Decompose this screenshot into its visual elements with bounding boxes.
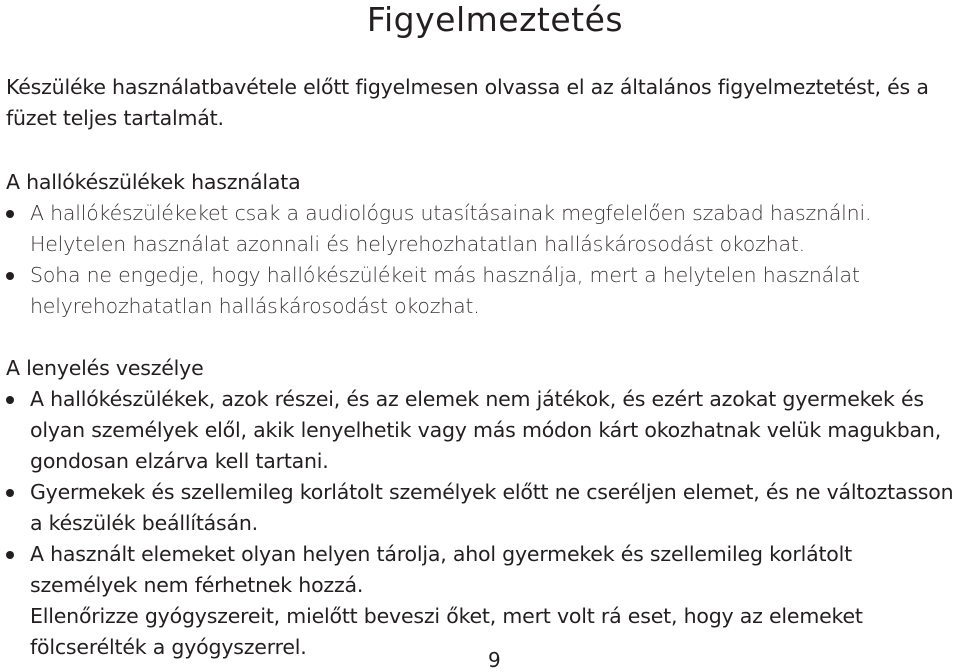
list-item-text: A hallókészülékeket csak a audiológus utasításainak megfelelően szabad használni. Helytelen használat azonnali és helyrehozhatatlan halláskárosodást okozhat.: [30, 201, 872, 256]
list-item: [6, 198, 956, 260]
section-heading-swallowing-hazard: A lenyelés veszélye: [6, 356, 204, 380]
bullet-icon: [6, 489, 14, 497]
list-item: [6, 384, 956, 477]
usage-bullet-list: [6, 198, 956, 322]
page-number: 9: [488, 648, 501, 672]
list-item-text: A használt elemeket olyan helyen tárolja, ahol gyermekek és szellemileg korlátolt személyek nem férhetnek hozzá.: [30, 542, 852, 597]
list-item-text: Gyermekek és szellemileg korlátolt személyek előtt ne cseréljen elemet, és ne változtasson a készülék beállításán.: [30, 480, 954, 535]
bullet-icon: [6, 551, 14, 559]
list-item-text: Soha ne engedje, hogy hallókészülékeit más használja, mert a helytelen használat helyrehozhatatlan halláskárosodást okozhat.: [30, 263, 860, 318]
list-item-text: A hallókészülékek, azok részei, és az elemek nem játékok, és ezért azokat gyermekek és olyan személyek elől, akik lenyelhetik vagy más módon kárt okozhatnak velük magukban, gondosan elzárva kell tartani.: [30, 387, 942, 473]
medication-note: Ellenőrizze gyógyszereit, mielőtt beveszi őket, mert volt rá eset, hogy az elemeket fölcserélték a gyógyszerrel.: [30, 604, 863, 659]
intro-paragraph: Készüléke használatbavétele előtt figyelmesen olvassa el az általános figyelmeztetést, és a füzet teljes tartalmát.: [6, 75, 929, 130]
list-item: [6, 260, 956, 322]
bullet-icon: [6, 272, 14, 280]
bullet-icon: [6, 396, 14, 404]
swallowing-bullet-list: [6, 384, 956, 601]
list-item: [6, 477, 956, 539]
list-item: [6, 539, 956, 601]
bullet-icon: [6, 210, 14, 218]
page-title: Figyelmeztetés: [366, 0, 624, 39]
section-heading-usage: A hallókészülékek használata: [6, 170, 301, 194]
